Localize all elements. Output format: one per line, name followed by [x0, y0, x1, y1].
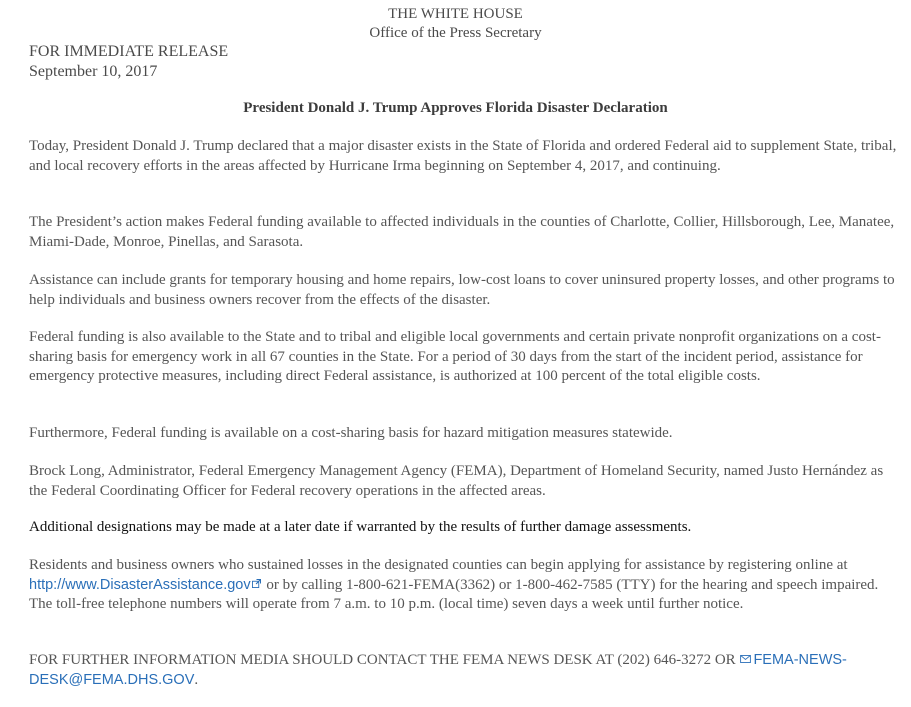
news-desk-email-link[interactable]: FEMA-NEWS-DESK@FEMA.DHS.GOV: [29, 652, 847, 688]
paragraph-federal-funding: Federal funding is also available to the State and to tribal and eligible local governments and certain private nonprofit organizations on a cost-sharing basis for emergency work in all 67 counties in the State. For a period of 30 days from the start of the incident period, assistance for emergency protective measures, including direct Federal assistance, is authorized at 100 percent of the total eligible costs.: [29, 329, 881, 384]
mail-icon: [740, 655, 751, 663]
paragraph-coordinating-officer: Brock Long, Administrator, Federal Emergency Management Agency (FEMA), Department of Homeland Security, named Justo Hernández as the Federal Coordinating Officer for Federal recovery operations in the affected areas.: [29, 463, 884, 499]
apply-text-before: Residents and business owners who sustained losses in the designated counties can begin applying for assistance by registering online at: [29, 557, 848, 573]
external-link-icon: [252, 579, 261, 588]
release-label: FOR IMMEDIATE RELEASE: [29, 43, 229, 60]
contact-text-after: .: [194, 671, 199, 688]
release-date: September 10, 2017: [29, 63, 158, 80]
disaster-assistance-link[interactable]: http://www.DisasterAssistance.gov: [29, 576, 251, 593]
apply-text-after: or by calling 1-800-621-FEMA(3362) or 1-800-462-7585 (TTY) for the hearing and speech impaired. The toll-free telephone numbers will operate from 7 a.m. to 10 p.m. (local time) seven days a week until further notice.: [29, 576, 879, 612]
headline: President Donald J. Trump Approves Florida Disaster Declaration: [243, 100, 668, 116]
paragraph-assistance: Assistance can include grants for temporary housing and home repairs, low-cost loans to cover uninsured property losses, and other programs to help individuals and business owners recover from the effects of the disaster.: [29, 272, 895, 308]
paragraph-additional-designations: Additional designations may be made at a later date if warranted by the results of further damage assessments.: [29, 519, 692, 535]
contact-text-before: FOR FURTHER INFORMATION MEDIA SHOULD CONTACT THE FEMA NEWS DESK AT (202) 646-3272 OR: [29, 652, 740, 668]
org-name: THE WHITE HOUSE: [388, 6, 523, 22]
release-info: [29, 42, 228, 82]
paragraph-declaration: Today, President Donald J. Trump declared that a major disaster exists in the State of Florida and ordered Federal aid to supplement State, tribal, and local recovery efforts in the areas affected by Hurricane Irma beginning on September 4, 2017, and continuing.: [29, 138, 897, 174]
letterhead: [0, 5, 911, 43]
paragraph-media-contact: [29, 651, 905, 690]
office-name: Office of the Press Secretary: [369, 25, 542, 41]
paragraph-counties: The President’s action makes Federal funding available to affected individuals in the counties of Charlotte, Collier, Hillsborough, Lee, Manatee, Miami-Dade, Monroe, Pinellas, and Sarasota.: [29, 214, 895, 250]
paragraph-hazard-mitigation: Furthermore, Federal funding is available on a cost-sharing basis for hazard mitigation measures statewide.: [29, 425, 673, 441]
paragraph-how-to-apply: [29, 556, 905, 615]
